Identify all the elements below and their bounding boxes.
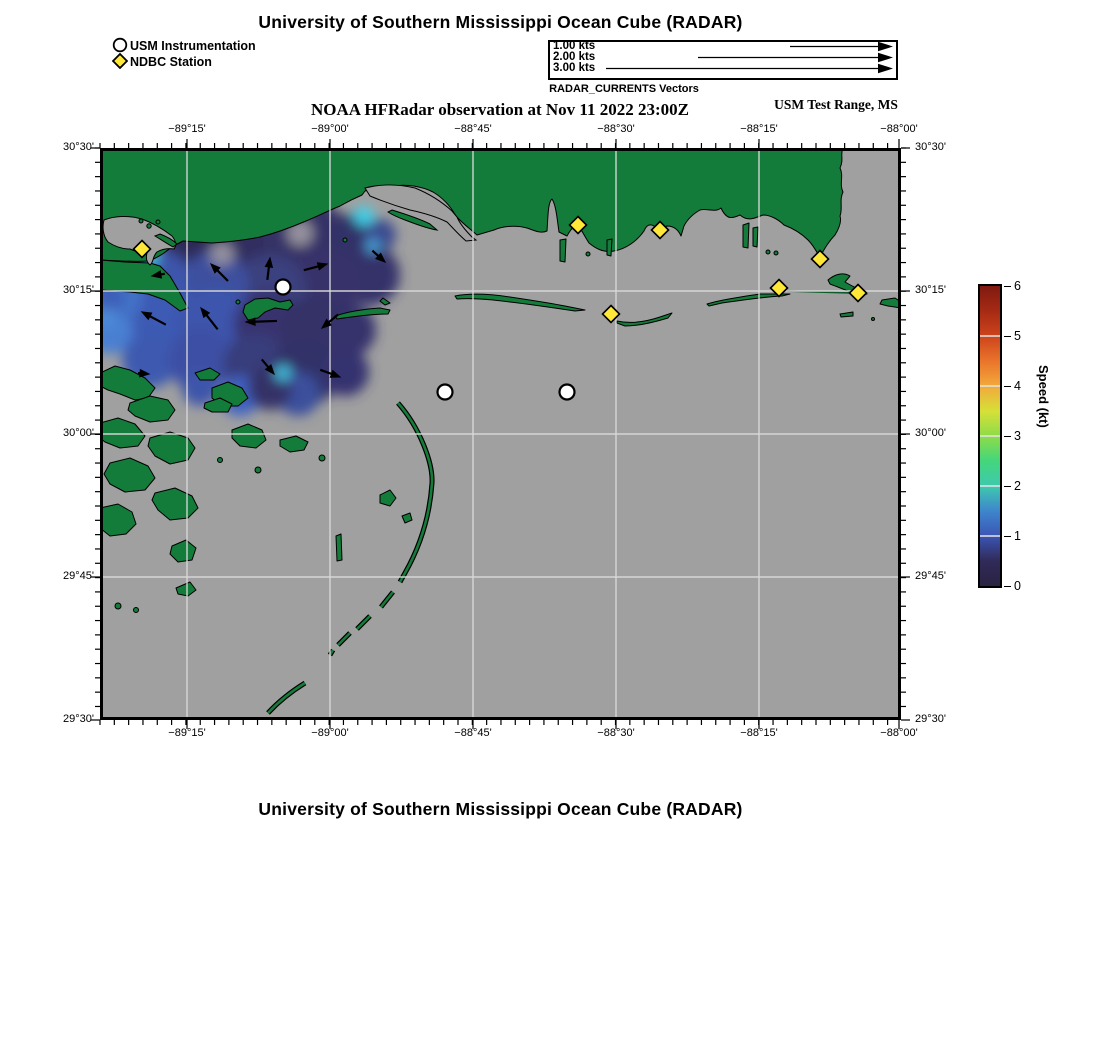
speed-blob <box>210 242 234 266</box>
colorbar-tick-label: 5 <box>1014 328 1021 343</box>
colorbar-tick <box>1004 586 1011 588</box>
axis-label-lon: −89°00' <box>311 123 349 135</box>
map-plot-area <box>86 148 901 720</box>
islet <box>255 467 261 473</box>
axis-label-lon: −89°15' <box>168 727 206 739</box>
axis-label-lon: −89°15' <box>168 123 206 135</box>
islet <box>607 239 612 256</box>
scale-entry-label: 3.00 kts <box>553 61 596 74</box>
scale-arrow-head <box>878 53 893 63</box>
colorbar-tick <box>1004 536 1011 538</box>
speed-blob <box>275 365 291 381</box>
axis-label-lon: −88°30' <box>597 123 635 135</box>
colorbar-gridline <box>980 335 1000 337</box>
colorbar-tick-label: 4 <box>1014 378 1021 393</box>
islet <box>872 318 875 321</box>
colorbar-tick <box>1004 386 1011 388</box>
colorbar-gridline <box>980 485 1000 487</box>
axis-label-lat: 30°00' <box>915 427 946 439</box>
colorbar <box>978 284 1002 588</box>
colorbar-tick <box>1004 336 1011 338</box>
scale-entry-label: 1.00 kts <box>553 39 596 52</box>
scale-entry-label: 2.00 kts <box>553 50 596 63</box>
usm-instrument-marker <box>560 385 575 400</box>
region-label: USM Test Range, MS <box>774 97 898 112</box>
legend-usm-label: USM Instrumentation <box>130 39 256 53</box>
colorbar-tick-label: 0 <box>1014 578 1021 593</box>
islet <box>774 251 778 255</box>
colorbar-tick-label: 2 <box>1014 478 1021 493</box>
islet <box>766 250 770 254</box>
colorbar-tick-label: 6 <box>1014 278 1021 293</box>
colorbar-tick-label: 1 <box>1014 528 1021 543</box>
colorbar-gridline <box>980 385 1000 387</box>
axis-label-lat: 29°30' <box>915 713 946 725</box>
islet <box>336 534 342 561</box>
scale-arrow-head <box>878 64 893 74</box>
axis-label-lat: 29°45' <box>63 570 94 582</box>
speed-blob <box>354 206 374 226</box>
colorbar-gridline <box>980 435 1000 437</box>
colorbar-gridline <box>980 535 1000 537</box>
axis-label-lon: −88°00' <box>880 727 918 739</box>
colorbar-tick <box>1004 486 1011 488</box>
axis-label-lat: 30°15' <box>915 284 946 296</box>
islet <box>134 608 139 613</box>
map-subtitle: NOAA HFRadar observation at Nov 11 2022 23:00Z <box>311 100 689 119</box>
axis-label-lon: −88°00' <box>880 123 918 135</box>
islet <box>743 223 749 248</box>
legend-ndbc-label: NDBC Station <box>130 55 212 69</box>
islet <box>560 239 566 262</box>
islet <box>343 238 347 242</box>
colorbar-gradient <box>980 286 1000 586</box>
usm-instrument-marker <box>276 280 291 295</box>
scale-arrow-head <box>878 42 893 52</box>
axis-label-lon: −88°15' <box>740 727 778 739</box>
axis-label-lat: 30°00' <box>63 427 94 439</box>
axis-label-lat: 30°30' <box>915 141 946 153</box>
axis-label-lon: −88°15' <box>740 123 778 135</box>
axis-label-lon: −88°45' <box>454 727 492 739</box>
islet <box>319 455 325 461</box>
axis-label-lat: 30°15' <box>63 284 94 296</box>
axis-label-lat: 30°30' <box>63 141 94 153</box>
usm-instrument-marker <box>438 385 453 400</box>
axis-label-lon: −89°00' <box>311 727 349 739</box>
axis-label-lat: 29°45' <box>915 570 946 582</box>
vector-scale-caption: RADAR_CURRENTS Vectors <box>549 83 699 95</box>
colorbar-tick-label: 3 <box>1014 428 1021 443</box>
vector-scale-arrows <box>606 42 893 74</box>
islet <box>586 252 590 256</box>
colorbar-title: Speed (kt) <box>1036 365 1051 428</box>
axis-label-lat: 29°30' <box>63 713 94 725</box>
islet <box>115 603 121 609</box>
islet <box>236 300 240 304</box>
axis-label-lon: −88°45' <box>454 123 492 135</box>
figure-title-bottom: University of Southern Mississippi Ocean Cube (RADAR) <box>258 799 743 819</box>
colorbar-tick <box>1004 436 1011 438</box>
figure-title-top: University of Southern Mississippi Ocean Cube (RADAR) <box>258 12 743 32</box>
colorbar-tick <box>1004 286 1011 288</box>
islet <box>218 458 223 463</box>
axis-label-lon: −88°30' <box>597 727 635 739</box>
islet <box>753 227 758 247</box>
